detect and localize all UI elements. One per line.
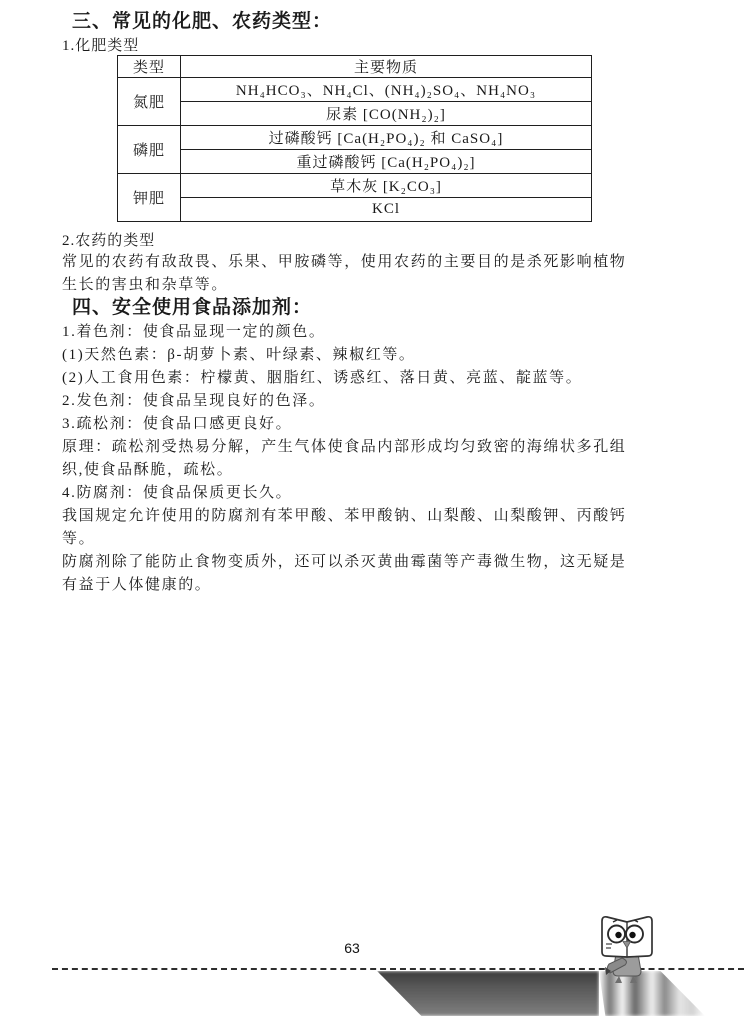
text-line: 织,使食品酥脆，疏松。 xyxy=(62,462,234,478)
text-line: (2)人工食用色素：柠檬黄、胭脂红、诱惑红、落日黄、亮蓝、靛蓝等。 xyxy=(62,370,583,386)
section3-heading: 三、常见的化肥、农药类型： xyxy=(72,11,333,32)
section4-heading: 四、安全使用食品添加剂： xyxy=(72,297,313,318)
food-additives-text xyxy=(62,321,626,597)
cell-phosphate-substances-1: 过磷酸钙 [Ca(H₂PO₄)₂ 和 CaSO₄] xyxy=(181,126,592,150)
table-row xyxy=(118,126,592,150)
table-row xyxy=(118,174,592,198)
page-number: 63 xyxy=(344,940,360,956)
cell-potassium-fertilizer: 钾肥 xyxy=(118,174,181,222)
cell-nitrogen-substances-1: NH₄HCO₃、NH₄Cl、(NH₄)₂SO₄、NH₄NO₃ xyxy=(181,78,592,102)
text-line: 生长的害虫和杂草等。 xyxy=(62,277,229,293)
pesticide-paragraph xyxy=(62,251,626,297)
text-line: 常见的农药有敌敌畏、乐果、甲胺磷等，使用农药的主要目的是杀死影响植物 xyxy=(62,254,627,270)
cell-phosphate-substances-2: 重过磷酸钙 [Ca(H₂PO₄)₂] xyxy=(181,150,592,174)
column-header-substances: 主要物质 xyxy=(181,56,592,78)
page-curl-shadow xyxy=(377,971,599,1016)
table-row xyxy=(118,78,592,102)
fertilizer-table xyxy=(117,55,592,222)
column-header-type: 类型 xyxy=(118,56,181,78)
table-header-row xyxy=(118,56,592,78)
section3-subheading-fertilizer-types: 1.化肥类型 xyxy=(62,38,140,54)
cell-nitrogen-substances-2: 尿素 [CO(NH₂)₂] xyxy=(181,102,592,126)
table-row xyxy=(118,198,592,222)
cell-potassium-substances-1: 草木灰 [K₂CO₃] xyxy=(181,174,592,198)
owl-reading-book-icon xyxy=(594,914,660,993)
text-line: 我国规定允许使用的防腐剂有苯甲酸、苯甲酸钠、山梨酸、山梨酸钾、丙酸钙 xyxy=(62,508,627,524)
table-row xyxy=(118,150,592,174)
section3-subheading-pesticide-types: 2.农药的类型 xyxy=(62,233,156,249)
cell-phosphate-fertilizer: 磷肥 xyxy=(118,126,181,174)
text-line: 等。 xyxy=(62,531,96,547)
text-line: 2.发色剂：使食品呈现良好的色泽。 xyxy=(62,393,326,409)
cell-nitrogen-fertilizer: 氮肥 xyxy=(118,78,181,126)
text-line: 4.防腐剂：使食品保质更长久。 xyxy=(62,485,293,501)
text-line: 有益于人体健康的。 xyxy=(62,577,212,593)
text-line: (1)天然色素：β-胡萝卜素、叶绿素、辣椒红等。 xyxy=(62,347,416,363)
text-line: 1.着色剂：使食品显现一定的颜色。 xyxy=(62,324,326,340)
text-line: 防腐剂除了能防止食物变质外，还可以杀灭黄曲霉菌等产毒微生物，这无疑是 xyxy=(62,554,627,570)
text-line: 3.疏松剂：使食品口感更良好。 xyxy=(62,416,293,432)
text-line: 原理：疏松剂受热易分解，产生气体使食品内部形成均匀致密的海绵状多孔组 xyxy=(62,439,627,455)
cell-potassium-substances-2: KCl xyxy=(181,198,592,222)
table-row xyxy=(118,102,592,126)
